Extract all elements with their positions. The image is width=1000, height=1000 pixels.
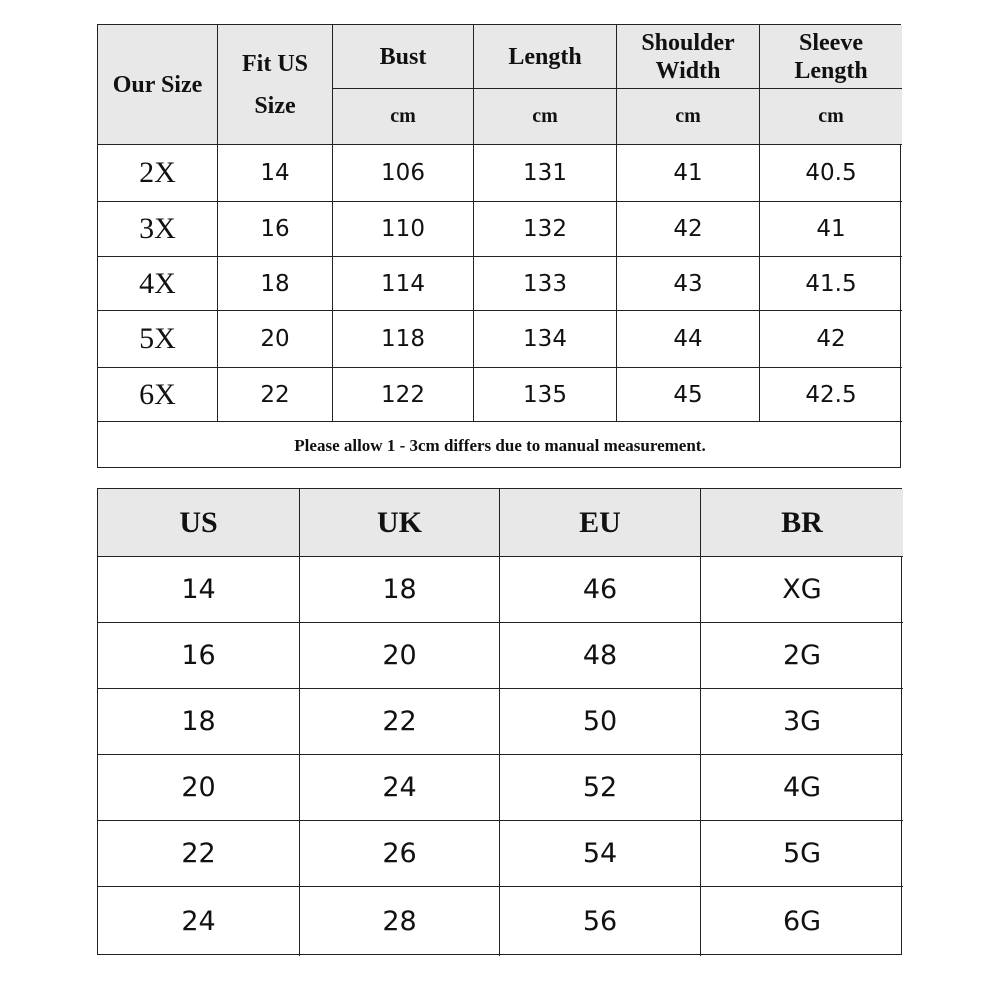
size-conversion-table bbox=[97, 488, 902, 955]
cell-eu: 50 bbox=[500, 689, 701, 755]
cell-bust: 114 bbox=[333, 257, 474, 311]
cell-eu: 54 bbox=[500, 821, 701, 887]
header-shoulder-width bbox=[617, 25, 760, 89]
cell-our-size: 2X bbox=[98, 145, 218, 202]
cell-uk: 18 bbox=[300, 557, 500, 623]
header-our-size: Our Size bbox=[98, 25, 218, 145]
unit-sleeve-length: cm bbox=[760, 89, 902, 145]
header-length: Length bbox=[474, 25, 617, 89]
cell-eu: 52 bbox=[500, 755, 701, 821]
header-fit-us-line2: Size bbox=[254, 92, 296, 119]
unit-length: cm bbox=[474, 89, 617, 145]
cell-length: 135 bbox=[474, 368, 617, 422]
cell-us: 20 bbox=[98, 755, 300, 821]
cell-us: 22 bbox=[98, 821, 300, 887]
size-chart-table bbox=[97, 24, 901, 468]
cell-length: 133 bbox=[474, 257, 617, 311]
cell-sleeve: 40.5 bbox=[760, 145, 902, 202]
cell-sleeve: 41.5 bbox=[760, 257, 902, 311]
header-sleeve-length bbox=[760, 25, 902, 89]
cell-br: XG bbox=[701, 557, 903, 623]
cell-fit-us: 22 bbox=[218, 368, 333, 422]
cell-shoulder: 45 bbox=[617, 368, 760, 422]
header-bust: Bust bbox=[333, 25, 474, 89]
cell-bust: 110 bbox=[333, 202, 474, 257]
cell-our-size: 4X bbox=[98, 257, 218, 311]
cell-fit-us: 20 bbox=[218, 311, 333, 368]
cell-fit-us: 14 bbox=[218, 145, 333, 202]
header-eu: EU bbox=[500, 489, 701, 557]
header-fit-us-size bbox=[218, 25, 333, 145]
header-shoulder-line1: Shoulder bbox=[641, 29, 735, 56]
measurement-note: Please allow 1 - 3cm differs due to manual measurement. bbox=[294, 435, 706, 455]
cell-length: 132 bbox=[474, 202, 617, 257]
unit-bust: cm bbox=[333, 89, 474, 145]
header-fit-us-line1: Fit US bbox=[242, 50, 308, 77]
cell-fit-us: 18 bbox=[218, 257, 333, 311]
cell-us: 16 bbox=[98, 623, 300, 689]
header-sleeve-line2: Length bbox=[794, 57, 868, 84]
cell-us: 14 bbox=[98, 557, 300, 623]
cell-our-size: 5X bbox=[98, 311, 218, 368]
cell-our-size: 3X bbox=[98, 202, 218, 257]
cell-our-size: 6X bbox=[98, 368, 218, 422]
unit-shoulder-width: cm bbox=[617, 89, 760, 145]
cell-br: 6G bbox=[782, 906, 822, 937]
cell-eu: 56 bbox=[500, 887, 701, 956]
cell-br: 4G bbox=[701, 755, 903, 821]
cell-br: 5G bbox=[701, 821, 903, 887]
cell-eu: 48 bbox=[500, 623, 701, 689]
cell-bust: 122 bbox=[333, 368, 474, 422]
cell-bust: 118 bbox=[333, 311, 474, 368]
cell-sleeve: 42 bbox=[760, 311, 902, 368]
cell-length: 131 bbox=[474, 145, 617, 202]
cell-us: 18 bbox=[98, 689, 300, 755]
cell-shoulder: 44 bbox=[617, 311, 760, 368]
header-uk: UK bbox=[300, 489, 500, 557]
header-sleeve-line1: Sleeve bbox=[799, 29, 863, 56]
cell-sleeve: 42.5 bbox=[760, 368, 902, 422]
cell-br: 2G bbox=[701, 623, 903, 689]
cell-uk: 20 bbox=[300, 623, 500, 689]
cell-shoulder: 43 bbox=[617, 257, 760, 311]
cell-eu: 46 bbox=[500, 557, 701, 623]
cell-uk: 24 bbox=[300, 755, 500, 821]
cell-br: 3G bbox=[701, 689, 903, 755]
header-br: BR bbox=[701, 489, 903, 557]
cell-uk: 28 bbox=[300, 887, 500, 956]
cell-shoulder: 41 bbox=[617, 145, 760, 202]
cell-sleeve: 41 bbox=[760, 202, 902, 257]
cell-us: 24 bbox=[98, 887, 300, 956]
cell-length: 134 bbox=[474, 311, 617, 368]
cell-uk: 22 bbox=[300, 689, 500, 755]
cell-bust: 106 bbox=[333, 145, 474, 202]
cell-uk: 26 bbox=[300, 821, 500, 887]
header-us: US bbox=[98, 489, 300, 557]
header-shoulder-line2: Width bbox=[655, 57, 721, 84]
cell-fit-us: 16 bbox=[218, 202, 333, 257]
cell-shoulder: 42 bbox=[617, 202, 760, 257]
